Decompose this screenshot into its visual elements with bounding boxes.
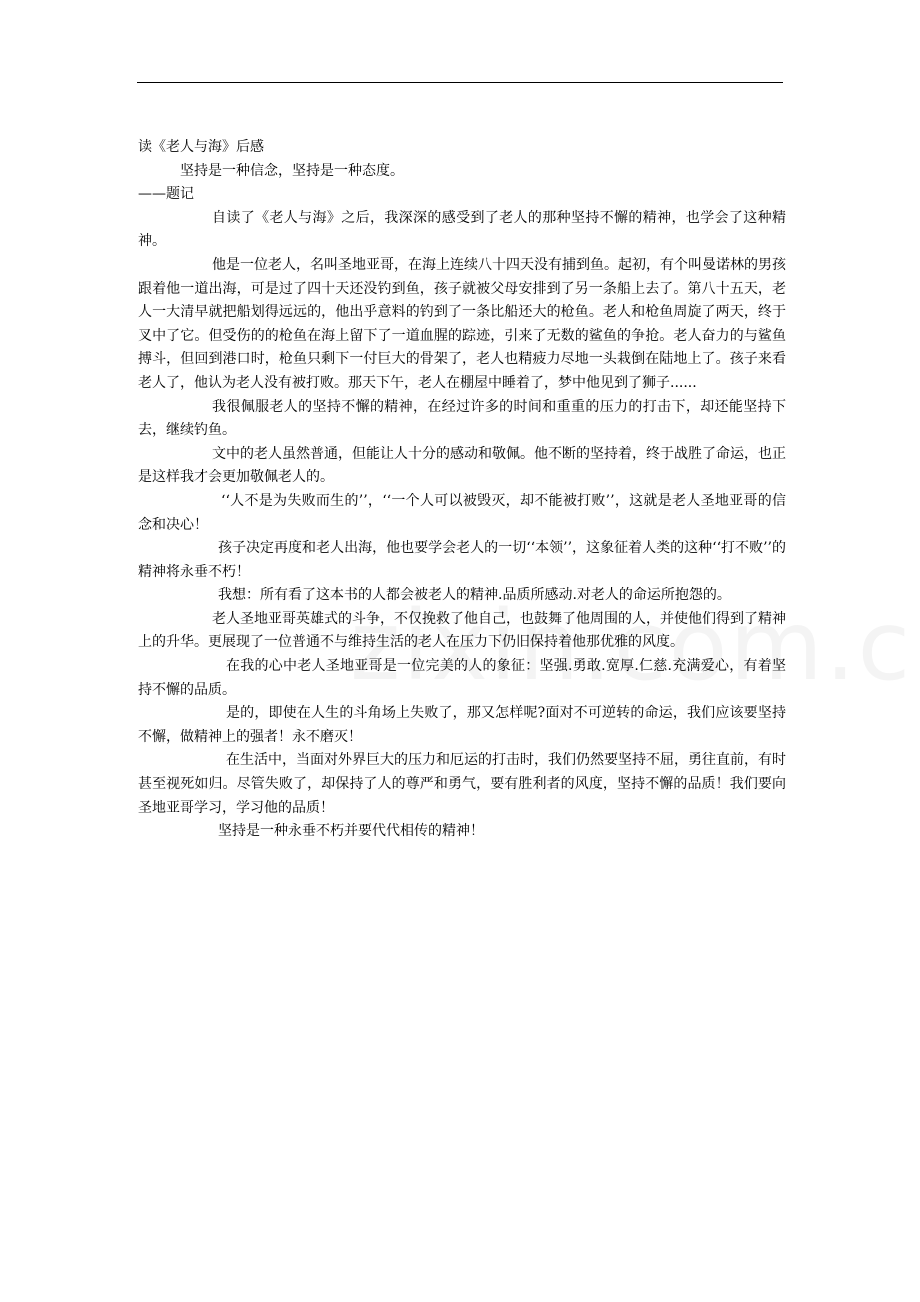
paragraph: 老人圣地亚哥英雄式的斗争，不仅挽救了他自己，也鼓舞了他周围的人，并使他们得到了精神上的升华。更展现了一位普通不与维持生活的老人在压力下仍旧保持着他那优雅的风度。 xyxy=(138,610,786,651)
paragraph: 孩子决定再度和老人出海，他也要学会老人的一切‘‘本领’’，这象征着人类的这种‘‘打不败’’的精神将永垂不朽！ xyxy=(138,540,786,580)
paragraph: 文中的老人虽然普通，但能让人十分的感动和敬佩。他不断的坚持着，终于战胜了命运，也正是这样我才会更加敬佩老人的。 xyxy=(138,445,786,486)
paragraph: ‘‘人不是为失败而生的’’，‘‘一个人可以被毁灭，却不能被打败’’，这就是老人圣地亚哥的信念和决心！ xyxy=(138,492,786,533)
header-rule xyxy=(137,82,783,83)
epigraph-byline: ——题记 xyxy=(138,186,194,203)
document-title: 读《老人与海》后感 xyxy=(138,139,264,155)
paragraph: 坚持是一种永垂不朽并要代代相传的精神！ xyxy=(218,823,484,840)
document-body xyxy=(138,136,786,844)
paragraph: 我很佩服老人的坚持不懈的精神，在经过许多的时间和重重的压力的打击下，却还能坚持下去，继续钓鱼。 xyxy=(138,398,786,439)
paragraph: 在生活中，当面对外界巨大的压力和厄运的打击时，我们仍然要坚持不屈，勇往直前，有时甚至视死如归。尽管失败了，却保持了人的尊严和勇气，要有胜利者的风度，坚持不懈的品质！我们要向圣地亚哥学习，学习他的品质！ xyxy=(138,752,786,816)
paragraph: 是的，即使在人生的斗角场上失败了，那又怎样呢?面对不可逆转的命运，我们应该要坚持不懈，做精神上的强者！永不磨灭！ xyxy=(138,705,786,745)
paragraph: 自读了《老人与海》之后，我深深的感受到了老人的那种坚持不懈的精神，也学会了这种精神。 xyxy=(138,209,786,250)
paragraph: 我想：所有看了这本书的人都会被老人的精神.品质所感动.对老人的命运所抱怨的。 xyxy=(218,587,731,604)
paragraph: 在我的心中老人圣地亚哥是一位完美的人的象征：坚强.勇敢.宽厚.仁慈.充满爱心，有着坚持不懈的品质。 xyxy=(138,658,786,698)
epigraph: 坚持是一种信念，坚持是一种态度。 xyxy=(180,162,404,179)
paragraph: 他是一位老人，名叫圣地亚哥，在海上连续八十四天没有捕到鱼。起初，有个叫曼诺林的男孩跟着他一道出海，可是过了四十天还没钓到鱼，孩子就被父母安排到了另一条船上去了。第八十五天，老人一大清早就把船划得远远的，他出乎意料的钓到了一条比船还大的枪鱼。老人和枪鱼周旋了两天，终于叉中了它。但受伤的的枪鱼在海上留下了一道血腥的踪迹，引来了无数的鲨鱼的争抢。老人奋力的与鲨鱼搏斗，但回到港口时，枪鱼只剩下一付巨大的骨架了，老人也精疲力尽地一头栽倒在陆地上了。孩子来看老人了，他认为老人没有被打败。那天下午，老人在棚屋中睡着了，梦中他见到了狮子...... xyxy=(138,256,786,391)
